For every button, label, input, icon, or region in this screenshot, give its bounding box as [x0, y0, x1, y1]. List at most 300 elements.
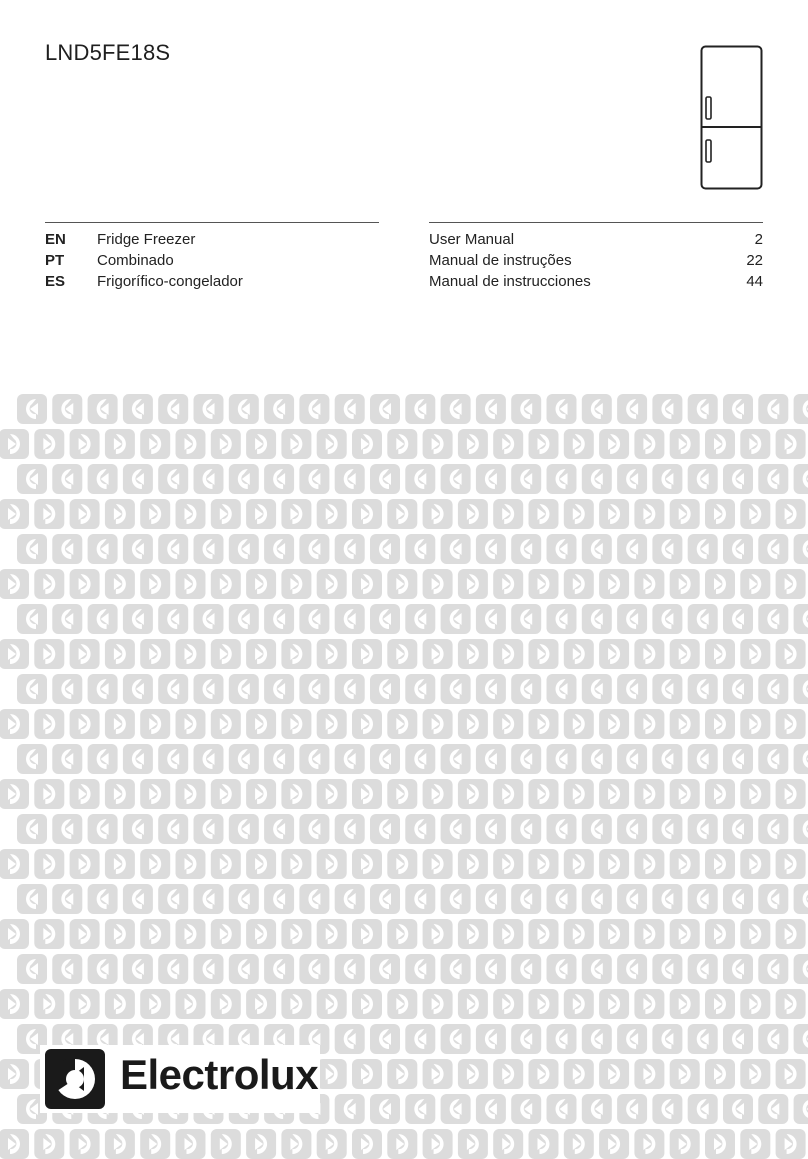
pattern-tile: [123, 464, 153, 494]
pattern-tile: [564, 1059, 594, 1089]
pattern-tile: [194, 674, 224, 704]
pattern-tile: [176, 989, 206, 1019]
pattern-tile: [740, 429, 770, 459]
model-number: LND5FE18S: [45, 40, 171, 65]
pattern-tile: [176, 919, 206, 949]
pattern-tile: [740, 1059, 770, 1089]
pattern-tile: [17, 604, 47, 634]
pattern-tile: [794, 604, 808, 634]
pattern-tile: [123, 604, 153, 634]
pattern-tile: [229, 604, 259, 634]
pattern-tile: [634, 569, 664, 599]
pattern-tile: [493, 709, 523, 739]
pattern-tile: [582, 604, 612, 634]
pattern-tile: [634, 1129, 664, 1159]
pattern-tile: [723, 1024, 753, 1054]
pattern-tile: [88, 604, 118, 634]
pattern-tile: [582, 1094, 612, 1124]
pattern-tile: [352, 569, 382, 599]
pattern-tile: [740, 569, 770, 599]
pattern-tile: [281, 919, 311, 949]
pattern-tile: [599, 779, 629, 809]
brand-logo: [40, 1045, 320, 1113]
pattern-tile: [335, 394, 365, 424]
pattern-tile: [758, 464, 788, 494]
divider-left: [45, 222, 379, 223]
pattern-tile: [211, 989, 241, 1019]
pattern-tile: [599, 709, 629, 739]
pattern-tile: [582, 464, 612, 494]
pattern-tile: [670, 569, 700, 599]
pattern-tile: [123, 674, 153, 704]
pattern-tile: [405, 604, 435, 634]
pattern-tile: [88, 464, 118, 494]
pattern-tile: [352, 919, 382, 949]
pattern-tile: [299, 534, 329, 564]
pattern-tile: [52, 884, 82, 914]
pattern-tile: [123, 534, 153, 564]
pattern-tile: [370, 814, 400, 844]
pattern-tile: [476, 464, 506, 494]
pattern-tile: [794, 744, 808, 774]
pattern-tile: [335, 744, 365, 774]
pattern-tile: [688, 674, 718, 704]
pattern-tile: [317, 569, 347, 599]
pattern-tile: [229, 814, 259, 844]
pattern-tile: [194, 814, 224, 844]
pattern-tile: [476, 814, 506, 844]
pattern-tile: [34, 639, 64, 669]
pattern-tile: [405, 814, 435, 844]
pattern-tile: [229, 744, 259, 774]
pattern-tile: [458, 919, 488, 949]
pattern-tile: [617, 814, 647, 844]
pattern-tile: [34, 709, 64, 739]
pattern-tile: [194, 604, 224, 634]
pattern-tile: [634, 499, 664, 529]
pattern-tile: [564, 989, 594, 1019]
pattern-tile: [776, 919, 806, 949]
manual-page: 22: [746, 252, 763, 269]
pattern-tile: [476, 1094, 506, 1124]
pattern-tile: [370, 534, 400, 564]
pattern-tile: [335, 884, 365, 914]
pattern-tile: [458, 989, 488, 1019]
pattern-tile: [176, 499, 206, 529]
pattern-tile: [229, 464, 259, 494]
pattern-tile: [758, 954, 788, 984]
pattern-tile: [387, 779, 417, 809]
pattern-tile: [158, 744, 188, 774]
pattern-tile: [511, 534, 541, 564]
pattern-tile: [441, 604, 471, 634]
pattern-tile: [723, 884, 753, 914]
pattern-tile: [158, 814, 188, 844]
pattern-tile: [652, 954, 682, 984]
pattern-tile: [670, 919, 700, 949]
pattern-tile: [511, 814, 541, 844]
pattern-tile: [17, 814, 47, 844]
pattern-tile: [493, 1059, 523, 1089]
pattern-tile: [105, 569, 135, 599]
pattern-tile: [776, 569, 806, 599]
pattern-tile: [670, 989, 700, 1019]
pattern-tile: [34, 989, 64, 1019]
pattern-tile: [458, 639, 488, 669]
pattern-tile: [317, 1129, 347, 1159]
pattern-tile: [670, 499, 700, 529]
pattern-tile: [617, 674, 647, 704]
pattern-tile: [264, 394, 294, 424]
pattern-tile: [634, 989, 664, 1019]
pattern-tile: [176, 849, 206, 879]
pattern-tile: [794, 464, 808, 494]
pattern-tile: [229, 954, 259, 984]
pattern-tile: [740, 499, 770, 529]
pattern-tile: [299, 744, 329, 774]
pattern-tile: [740, 779, 770, 809]
pattern-tile: [17, 954, 47, 984]
pattern-tile: [52, 674, 82, 704]
pattern-tile: [441, 1024, 471, 1054]
pattern-tile: [493, 429, 523, 459]
pattern-tile: [705, 499, 735, 529]
pattern-tile: [246, 989, 276, 1019]
pattern-tile: [758, 814, 788, 844]
pattern-tile: [511, 884, 541, 914]
pattern-tile: [652, 464, 682, 494]
pattern-tile: [794, 1094, 808, 1124]
pattern-tile: [88, 674, 118, 704]
pattern-tile: [387, 1059, 417, 1089]
pattern-tile: [723, 1094, 753, 1124]
pattern-tile: [194, 744, 224, 774]
pattern-tile: [582, 814, 612, 844]
pattern-tile: [599, 569, 629, 599]
pattern-tile: [493, 569, 523, 599]
pattern-tile: [493, 1129, 523, 1159]
manual-page: 44: [746, 273, 763, 290]
pattern-tile: [140, 779, 170, 809]
pattern-tile: [688, 744, 718, 774]
pattern-tile: [0, 499, 29, 529]
pattern-tile: [599, 1059, 629, 1089]
manual-row-es: [429, 273, 763, 293]
pattern-tile: [547, 744, 577, 774]
pattern-tile: [564, 1129, 594, 1159]
pattern-tile: [564, 639, 594, 669]
pattern-tile: [423, 779, 453, 809]
pattern-tile: [105, 709, 135, 739]
pattern-tile: [158, 674, 188, 704]
pattern-tile: [17, 884, 47, 914]
pattern-tile: [70, 499, 100, 529]
divider-right: [429, 222, 763, 223]
pattern-tile: [441, 744, 471, 774]
pattern-tile: [458, 429, 488, 459]
pattern-tile: [688, 394, 718, 424]
pattern-tile: [211, 1129, 241, 1159]
pattern-tile: [458, 499, 488, 529]
pattern-tile: [547, 884, 577, 914]
pattern-tile: [335, 534, 365, 564]
pattern-tile: [140, 709, 170, 739]
pattern-tile: [211, 709, 241, 739]
pattern-tile: [705, 1129, 735, 1159]
pattern-tile: [458, 569, 488, 599]
pattern-tile: [34, 499, 64, 529]
pattern-tile: [723, 674, 753, 704]
pattern-tile: [194, 394, 224, 424]
brand-name: Electrolux: [120, 1051, 319, 1098]
pattern-tile: [34, 849, 64, 879]
pattern-tile: [387, 429, 417, 459]
pattern-tile: [194, 534, 224, 564]
pattern-tile: [140, 639, 170, 669]
pattern-tile: [617, 1024, 647, 1054]
pattern-tile: [476, 534, 506, 564]
pattern-tile: [335, 814, 365, 844]
pattern-tile: [458, 1129, 488, 1159]
pattern-tile: [70, 639, 100, 669]
pattern-tile: [652, 814, 682, 844]
pattern-tile: [670, 709, 700, 739]
pattern-tile: [476, 954, 506, 984]
pattern-tile: [105, 639, 135, 669]
pattern-tile: [246, 569, 276, 599]
pattern-tile: [70, 709, 100, 739]
pattern-tile: [370, 884, 400, 914]
pattern-tile: [794, 954, 808, 984]
pattern-tile: [88, 394, 118, 424]
pattern-tile: [617, 1094, 647, 1124]
pattern-tile: [582, 534, 612, 564]
pattern-tile: [88, 534, 118, 564]
pattern-tile: [299, 604, 329, 634]
pattern-tile: [34, 919, 64, 949]
pattern-tile: [317, 989, 347, 1019]
pattern-tile: [794, 674, 808, 704]
pattern-tile: [335, 464, 365, 494]
pattern-tile: [776, 709, 806, 739]
pattern-tile: [441, 884, 471, 914]
pattern-tile: [352, 639, 382, 669]
pattern-tile: [387, 639, 417, 669]
pattern-tile: [493, 499, 523, 529]
pattern-tile: [264, 534, 294, 564]
pattern-tile: [317, 849, 347, 879]
pattern-tile: [441, 464, 471, 494]
pattern-tile: [617, 884, 647, 914]
pattern-tile: [70, 569, 100, 599]
pattern-tile: [705, 989, 735, 1019]
pattern-tile: [723, 464, 753, 494]
pattern-tile: [246, 849, 276, 879]
pattern-tile: [246, 709, 276, 739]
pattern-tile: [758, 744, 788, 774]
pattern-tile: [705, 919, 735, 949]
pattern-tile: [776, 1059, 806, 1089]
pattern-tile: [281, 1129, 311, 1159]
pattern-tile: [476, 604, 506, 634]
pattern-tile: [264, 884, 294, 914]
pattern-tile: [705, 849, 735, 879]
pattern-tile: [441, 534, 471, 564]
pattern-tile: [529, 639, 559, 669]
pattern-tile: [140, 989, 170, 1019]
pattern-tile: [776, 499, 806, 529]
pattern-tile: [582, 394, 612, 424]
pattern-tile: [705, 779, 735, 809]
pattern-tile: [547, 464, 577, 494]
pattern-tile: [688, 534, 718, 564]
electrolux-logo-icon: [44, 1048, 106, 1110]
pattern-tile: [176, 709, 206, 739]
pattern-tile: [123, 814, 153, 844]
pattern-tile: [617, 604, 647, 634]
pattern-tile: [70, 919, 100, 949]
pattern-tile: [158, 604, 188, 634]
pattern-tile: [194, 884, 224, 914]
pattern-tile: [776, 849, 806, 879]
pattern-tile: [34, 569, 64, 599]
pattern-tile: [17, 464, 47, 494]
pattern-tile: [370, 674, 400, 704]
pattern-tile: [34, 779, 64, 809]
pattern-tile: [776, 779, 806, 809]
pattern-tile: [352, 989, 382, 1019]
pattern-tile: [458, 849, 488, 879]
pattern-tile: [352, 1129, 382, 1159]
pattern-tile: [335, 674, 365, 704]
pattern-tile: [387, 709, 417, 739]
pattern-tile: [529, 989, 559, 1019]
product-name: Frigorífico-congelador: [97, 273, 243, 290]
pattern-tile: [0, 639, 29, 669]
pattern-tile: [140, 849, 170, 879]
pattern-tile: [458, 1059, 488, 1089]
product-name: Combinado: [97, 252, 174, 269]
pattern-tile: [547, 1024, 577, 1054]
pattern-tile: [70, 1129, 100, 1159]
pattern-tile: [88, 954, 118, 984]
pattern-tile: [88, 884, 118, 914]
pattern-tile: [564, 569, 594, 599]
pattern-tile: [370, 604, 400, 634]
pattern-tile: [211, 849, 241, 879]
pattern-tile: [352, 779, 382, 809]
pattern-tile: [317, 499, 347, 529]
pattern-tile: [158, 464, 188, 494]
pattern-tile: [123, 744, 153, 774]
pattern-tile: [317, 1059, 347, 1089]
pattern-tile: [34, 429, 64, 459]
pattern-tile: [281, 499, 311, 529]
pattern-tile: [246, 779, 276, 809]
pattern-tile: [617, 394, 647, 424]
pattern-tile: [335, 1024, 365, 1054]
pattern-tile: [652, 744, 682, 774]
pattern-tile: [405, 464, 435, 494]
pattern-tile: [281, 779, 311, 809]
pattern-tile: [476, 744, 506, 774]
pattern-tile: [211, 499, 241, 529]
pattern-tile: [476, 674, 506, 704]
pattern-tile: [423, 1059, 453, 1089]
pattern-tile: [511, 1024, 541, 1054]
pattern-tile: [511, 604, 541, 634]
pattern-tile: [617, 744, 647, 774]
pattern-tile: [352, 1059, 382, 1089]
pattern-tile: [599, 989, 629, 1019]
pattern-tile: [370, 1024, 400, 1054]
pattern-tile: [335, 954, 365, 984]
pattern-tile: [370, 394, 400, 424]
pattern-tile: [17, 394, 47, 424]
pattern-tile: [511, 744, 541, 774]
pattern-tile: [652, 394, 682, 424]
pattern-tile: [688, 1094, 718, 1124]
pattern-tile: [670, 1129, 700, 1159]
pattern-tile: [493, 779, 523, 809]
pattern-tile: [17, 674, 47, 704]
pattern-tile: [476, 884, 506, 914]
pattern-tile: [123, 884, 153, 914]
pattern-tile: [387, 569, 417, 599]
pattern-tile: [352, 499, 382, 529]
pattern-tile: [582, 954, 612, 984]
pattern-tile: [370, 464, 400, 494]
pattern-tile: [281, 569, 311, 599]
pattern-tile: [0, 989, 29, 1019]
pattern-tile: [246, 639, 276, 669]
manual-title: Manual de instruções: [429, 252, 572, 269]
pattern-tile: [493, 849, 523, 879]
pattern-tile: [176, 639, 206, 669]
pattern-tile: [529, 499, 559, 529]
pattern-tile: [105, 499, 135, 529]
pattern-tile: [0, 849, 29, 879]
pattern-tile: [493, 639, 523, 669]
pattern-tile: [140, 499, 170, 529]
pattern-tile: [158, 394, 188, 424]
pattern-tile: [688, 464, 718, 494]
pattern-tile: [652, 1094, 682, 1124]
pattern-tile: [599, 429, 629, 459]
pattern-tile: [299, 394, 329, 424]
pattern-tile: [476, 394, 506, 424]
pattern-tile: [670, 429, 700, 459]
pattern-tile: [740, 919, 770, 949]
pattern-tile: [776, 429, 806, 459]
pattern-tile: [229, 884, 259, 914]
pattern-tile: [70, 989, 100, 1019]
pattern-tile: [529, 709, 559, 739]
pattern-tile: [264, 954, 294, 984]
pattern-tile: [0, 429, 29, 459]
pattern-tile: [34, 1129, 64, 1159]
pattern-tile: [264, 674, 294, 704]
pattern-tile: [317, 429, 347, 459]
pattern-tile: [264, 744, 294, 774]
pattern-tile: [617, 954, 647, 984]
pattern-tile: [423, 1129, 453, 1159]
pattern-tile: [582, 674, 612, 704]
product-name: Fridge Freezer: [97, 231, 196, 248]
pattern-tile: [70, 429, 100, 459]
pattern-tile: [652, 604, 682, 634]
pattern-tile: [299, 674, 329, 704]
